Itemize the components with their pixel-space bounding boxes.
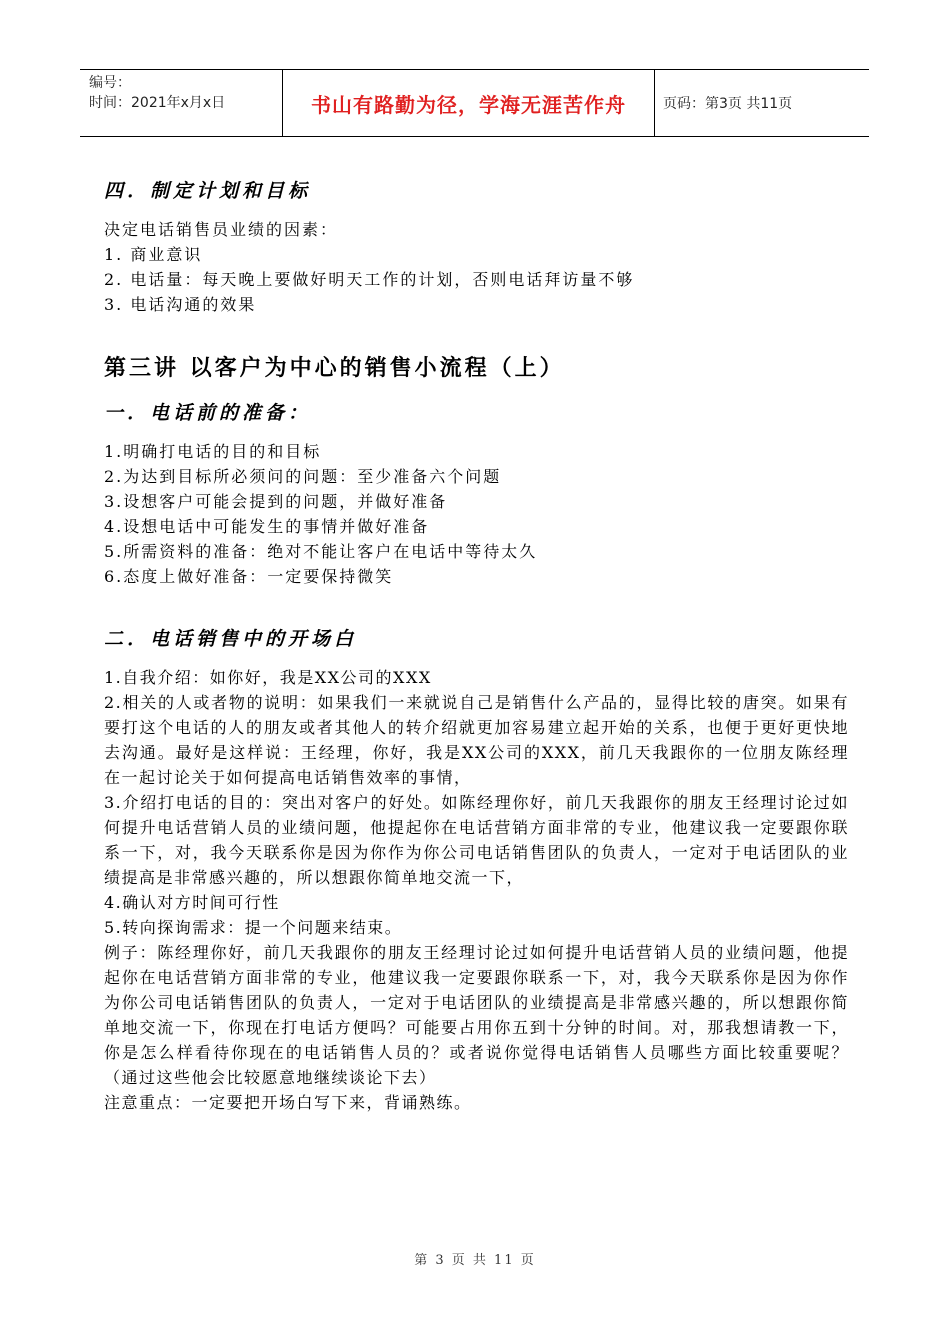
list-item: 5.所需资料的准备：绝对不能让客户在电话中等待太久 [104,542,538,561]
section-4-heading: 四．制定计划和目标 [104,180,312,202]
document-body [104,177,849,1115]
paragraph: 注意重点：一定要把开场白写下来，背诵熟练。 [104,1093,472,1112]
list-item: 1.明确打电话的目的和目标 [104,442,322,461]
header-page-number: 页码：第3页 共11页 [663,96,793,112]
header-motto: 书山有路勤为径，学海无涯苦作舟 [282,70,655,136]
document-date: 时间：2021年x月x日 [89,95,226,111]
list-item: 2. 电话量：每天晚上要做好明天工作的计划，否则电话拜访量不够 [104,270,635,289]
paragraph: 例子：陈经理你好，前几天我跟你的朋友王经理讨论过如何提升电话营销人员的业绩问题，他提起你在电话营销方面非常的专业，他建议我一定要跟你联系一下，对，我今天联系你是因为你作为你公司电话销售团队的负责人，一定对于电话团队的业绩提高是非常感兴趣的，所以想跟你简单地交流一下，你现在打电话方便吗？可能要占用你五到十分钟的时间。对，那我想请教一下，你是怎么样看待你现在的电话销售人员的？或者说你觉得电话销售人员哪些方面比较重要呢？（通过这些他会比较愿意地继续谈论下去） [104,943,849,1087]
section-2-heading: 二．电话销售中的开场白 [104,628,358,650]
header-meta [80,70,282,136]
document-number: 编号： [89,75,131,91]
list-item: 4.设想电话中可能发生的事情并做好准备 [104,517,430,536]
paragraph: 2.相关的人或者物的说明：如果我们一来就说自己是销售什么产品的，显得比较的唐突。如果有要打这个电话的人的朋友或者其他人的转介绍就更加容易建立起开始的关系，也便于更好更快地去沟通。最好是这样说：王经理，你好，我是XX公司的XXX，前几天我跟你的一位朋友陈经理在一起讨论关于如何提高电话销售效率的事情， [104,693,849,787]
list-item: 6.态度上做好准备：一定要保持微笑 [104,567,394,586]
list-item: 2.为达到目标所必须问的问题：至少准备六个问题 [104,467,502,486]
paragraph: 1.自我介绍：如你好，我是XX公司的XXX [104,668,432,687]
list-item: 3. 电话沟通的效果 [104,295,257,314]
section-4-intro: 决定电话销售员业绩的因素： [104,220,339,239]
paragraph: 3.介绍打电话的目的：突出对客户的好处。如陈经理你好，前几天我跟你的朋友王经理讨论过如何提升电话营销人员的业绩问题，他提起你在电话营销方面非常的专业，他建议我一定要跟你联系一下，对，我今天联系你是因为你作为你公司电话销售团队的负责人，一定对于电话团队的业绩提高是非常感兴趣的，所以想跟你简单地交流一下， [104,793,849,887]
list-item: 3.设想客户可能会提到的问题，并做好准备 [104,492,448,511]
paragraph: 4.确认对方时间可行性 [104,893,280,912]
page-header [80,69,869,137]
list-item: 1. 商业意识 [104,245,203,264]
section-1-heading: 一．电话前的准备： [104,402,312,424]
lecture-3-heading: 第三讲 以客户为中心的销售小流程（上） [104,355,565,381]
paragraph: 5.转向探询需求：提一个问题来结束。 [104,918,403,937]
page-footer: 第 3 页 共 11 页 [414,1253,536,1268]
